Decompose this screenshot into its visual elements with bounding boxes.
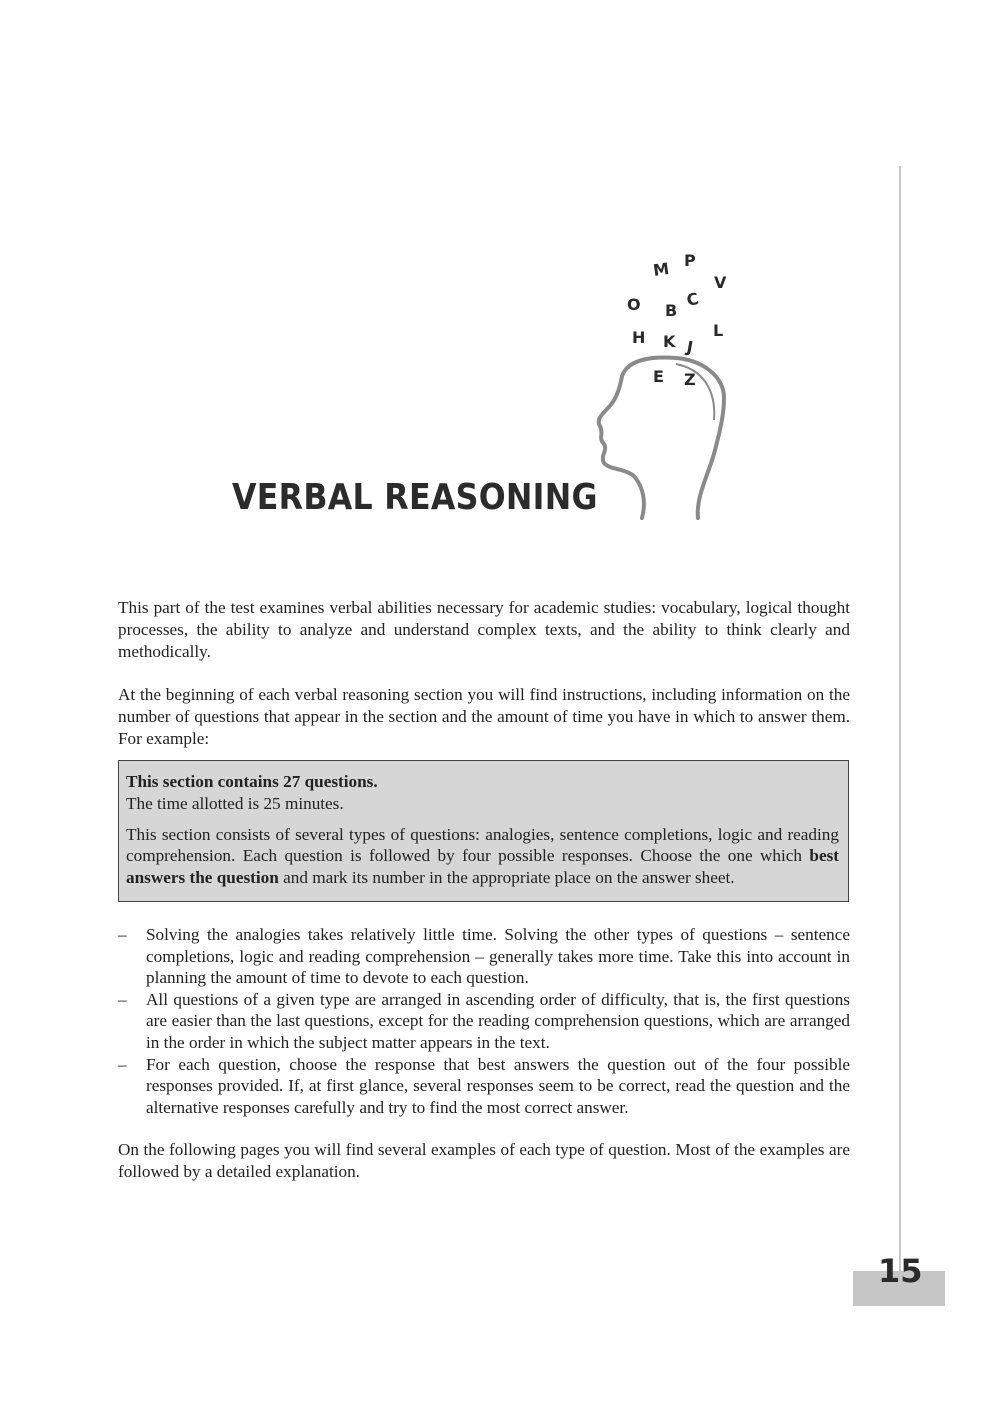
margin-rule (899, 166, 901, 1286)
letter-v: V (714, 273, 727, 292)
tips-list (118, 924, 850, 1118)
intro-paragraph-1 (118, 597, 850, 662)
closing-paragraph-text: On the following pages you will find several examples of each type of question. Most of the examples are followed by a detailed explanation. (118, 1140, 850, 1181)
box-paragraph-end: and mark its number in the appropriate place on the answer sheet. (278, 868, 735, 888)
letter-k: K (663, 332, 676, 351)
head-with-letters-illustration (590, 248, 740, 523)
intro-paragraph-2 (118, 684, 850, 749)
letter-l: L (713, 321, 724, 340)
letter-p: P (684, 251, 696, 270)
list-item (118, 1054, 850, 1119)
closing-paragraph (118, 1139, 850, 1183)
letter-e: E (653, 367, 664, 386)
letter-h: H (632, 328, 646, 347)
letter-j: J (685, 337, 695, 357)
dash-marker: – (118, 1054, 127, 1074)
box-paragraph-bold: best answers the question (126, 846, 839, 888)
box-heading: This section contains 27 questions. (126, 772, 378, 791)
chapter-title: VERBAL REASONING (232, 477, 598, 518)
dash-marker: – (118, 925, 127, 944)
list-item-text: For each question, choose the response that best answers the question out of the four possible responses provided. If, at first glance, several responses seem to be correct, read the question and the alternative responses carefully and try to find the most correct answer. (146, 1054, 850, 1117)
list-item-text: Solving the analogies takes relatively little time. Solving the other types of questions – sentence completions, logic and reading comprehension – generally takes more time. Take this into account in planning the amount of time to devote to each question. (146, 925, 850, 988)
box-paragraph-start: This section consists of several types of questions: analogies, sentence completions, logic and reading comprehension. Each question is followed by four possible responses. Choose the one which (126, 824, 839, 866)
letter-z: Z (684, 370, 696, 389)
intro-paragraph-2-text: At the beginning of each verbal reasoning section you will find instructions, including information on the number of questions that appear in the section and the amount of time you have in which to answer them. For example: (118, 685, 850, 748)
list-item-text: All questions of a given type are arranged in ascending order of difficulty, that is, the first questions are easier than the last questions, except for the reading comprehension questions, which are arranged in the order in which the subject matter appears in the text. (146, 989, 850, 1052)
dash-marker: – (118, 989, 127, 1009)
letter-m: M (651, 258, 671, 280)
page-number: 15 (878, 1252, 923, 1290)
letter-c: C (684, 288, 701, 310)
box-paragraph (126, 824, 839, 889)
sample-instructions-box (118, 760, 849, 902)
list-item (118, 989, 850, 1054)
letter-b: B (665, 301, 678, 320)
box-time-line: The time allotted is 25 minutes. (126, 793, 344, 813)
intro-paragraph-1-text: This part of the test examines verbal abilities necessary for academic studies: vocabulary, logical thought processes, the ability to analyze and understand complex texts, and the ability to think clearly and methodically. (118, 598, 850, 661)
letter-o: O (627, 295, 641, 314)
list-item (118, 924, 850, 989)
